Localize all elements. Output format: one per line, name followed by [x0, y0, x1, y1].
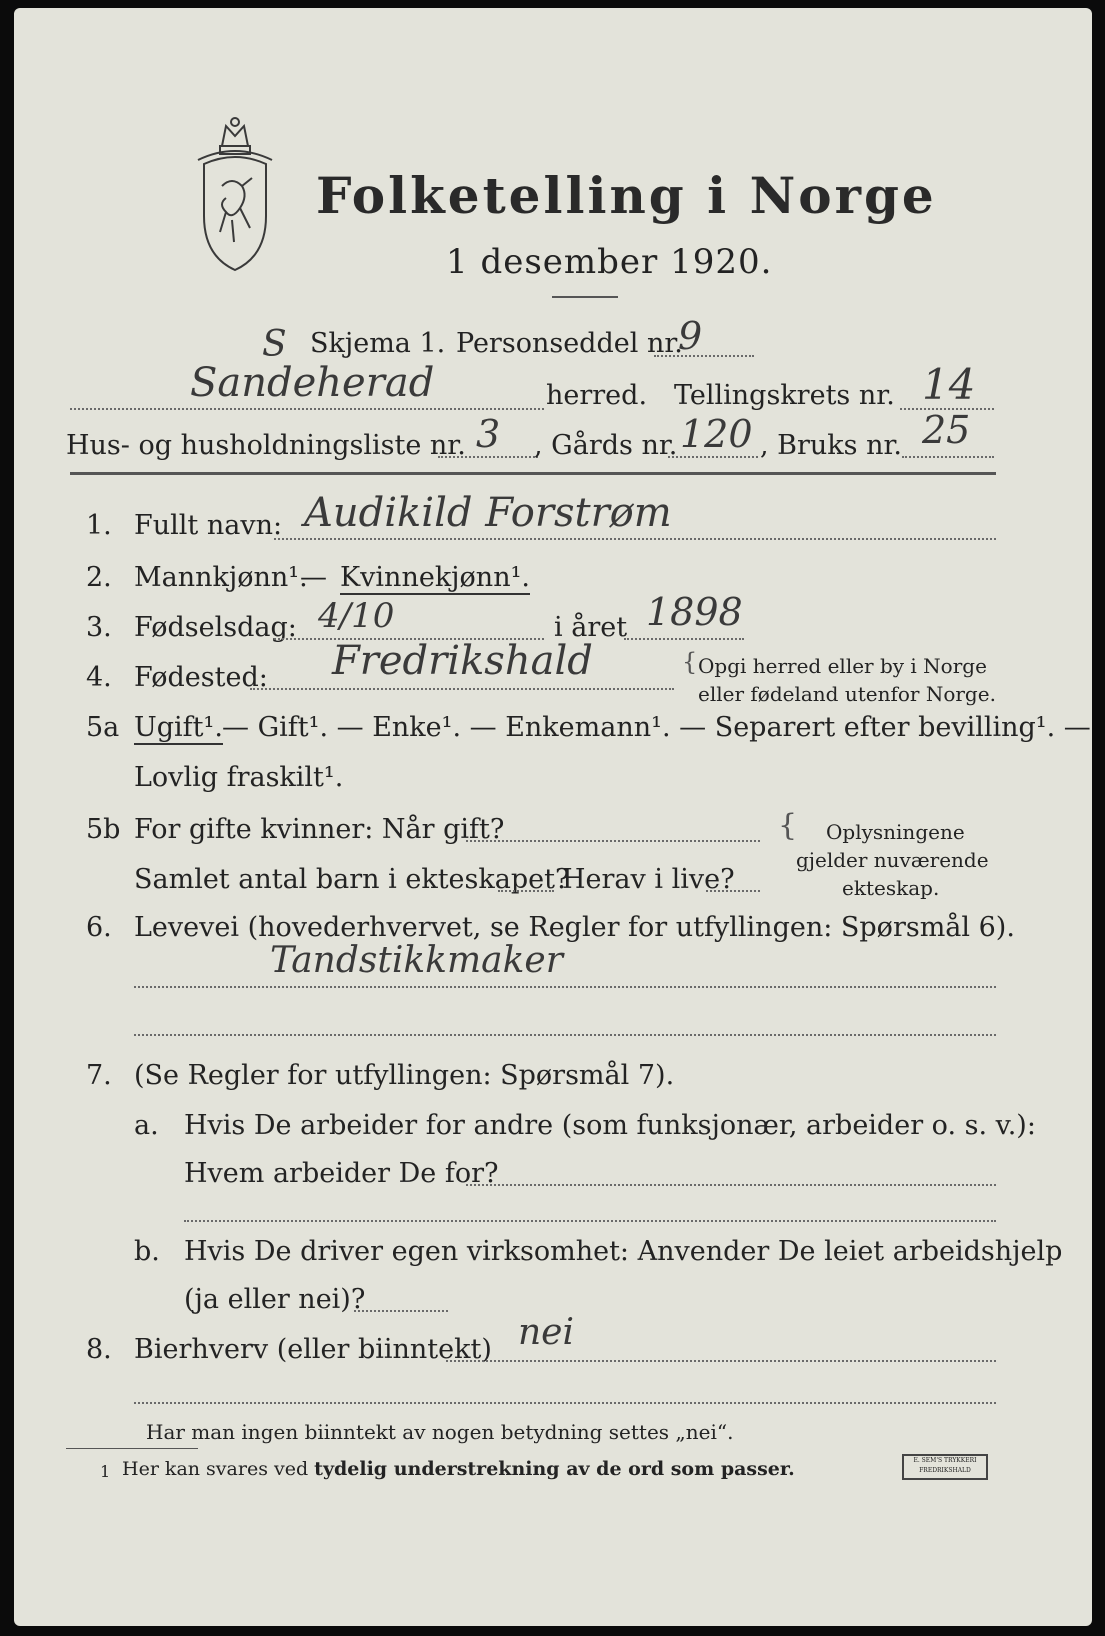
- q7b-text: Hvis De driver egen virksomhet: Anvender De leiet arbeidshjelp: [184, 1236, 1063, 1267]
- herred-value: Sandeherad: [190, 360, 435, 406]
- header-rule: [70, 472, 996, 475]
- q8-value: nei: [518, 1312, 575, 1353]
- title-divider: [552, 296, 618, 298]
- q1-number: 1.: [86, 510, 112, 541]
- footnote-bold: tydelig understrekning av de ord som passer.: [314, 1458, 795, 1480]
- q4-brace: {: [682, 648, 698, 676]
- q7a-sub: Hvem arbeider De for?: [184, 1158, 499, 1189]
- bruks-value: 25: [922, 408, 971, 452]
- hand-mark: S: [262, 324, 287, 365]
- q7a-text: Hvis De arbeider for andre (som funksjonær, arbeider o. s. v.):: [184, 1110, 1036, 1141]
- bruks-label: , Bruks nr.: [760, 430, 903, 461]
- q5b-married-label: For gifte kvinner: Når gift?: [134, 814, 505, 845]
- husliste-label: Hus- og husholdningsliste nr.: [66, 430, 466, 461]
- q4-number: 4.: [86, 662, 112, 693]
- q5b-alive-label: Herav i live?: [562, 864, 735, 895]
- gards-value: 120: [680, 412, 753, 456]
- census-form: [14, 8, 1092, 1626]
- q4-label: Fødested:: [134, 662, 268, 693]
- q5a-ugift-option: Ugift¹.: [134, 712, 223, 743]
- q5b-note-line3: ekteskap.: [842, 876, 940, 900]
- husliste-value: 3: [476, 412, 501, 456]
- q1-name-value: Audikild Forstrøm: [304, 490, 672, 536]
- q5b-brace: {: [778, 808, 798, 843]
- q3-year-label: i året: [554, 612, 628, 643]
- printer-stamp: E. SEM'S TRYKKERI FREDRIKSHALD: [902, 1454, 988, 1480]
- footnote-rule: [66, 1448, 198, 1449]
- q7b-letter: b.: [134, 1236, 160, 1267]
- q8-number: 8.: [86, 1334, 112, 1365]
- q8-label: Bierhverv (eller biinntekt): [134, 1334, 492, 1365]
- q2-female-option: Kvinnekjønn¹.: [340, 562, 530, 593]
- gards-label: , Gårds nr.: [534, 430, 678, 461]
- tellingskrets-label: Tellingskrets nr.: [674, 380, 895, 411]
- q7a-letter: a.: [134, 1110, 159, 1141]
- q2-male-option: Mannkjønn¹.: [134, 562, 308, 593]
- q5b-note-line1: Oplysningene: [826, 820, 965, 844]
- q6-label: Levevei (hovederhvervet, se Regler for utfyllingen: Spørsmål 6).: [134, 912, 1015, 943]
- form-title: Folketelling i Norge: [316, 166, 937, 225]
- q7-label: (Se Regler for utfyllingen: Spørsmål 7).: [134, 1060, 675, 1091]
- q1-label: Fullt navn:: [134, 510, 283, 541]
- personseddel-label: Personseddel nr.: [456, 328, 683, 359]
- q4-note-line1: Opgi herred eller by i Norge: [698, 654, 987, 678]
- q7b-sub: (ja eller nei)?: [184, 1284, 366, 1315]
- q2-dash: —: [300, 562, 327, 593]
- census-date: 1 desember 1920.: [446, 242, 773, 282]
- q4-birthplace-value: Fredrikshald: [332, 638, 593, 684]
- q5b-children-label: Samlet antal barn i ekteskapet?: [134, 864, 570, 895]
- q5b-note-line2: gjelder nuværende: [796, 848, 989, 872]
- footnote-prefix: Her kan svares ved: [122, 1458, 309, 1480]
- q6-occupation-value: Tandstikkmaker: [270, 940, 563, 981]
- q5a-other-options: — Gift¹. — Enke¹. — Enkemann¹. — Separert efter bevilling¹. —: [222, 712, 1091, 743]
- q2-number: 2.: [86, 562, 112, 593]
- tellingskrets-value: 14: [922, 360, 976, 409]
- q3-number: 3.: [86, 612, 112, 643]
- skjema-label: Skjema 1.: [310, 328, 446, 359]
- q5b-number: 5b: [86, 814, 121, 845]
- personseddel-value: 9: [678, 314, 703, 358]
- q3-year-value: 1898: [646, 590, 743, 634]
- q5a-line2: Lovlig fraskilt¹.: [134, 762, 344, 793]
- q5a-number: 5a: [86, 712, 120, 743]
- q4-note-line2: eller fødeland utenfor Norge.: [698, 682, 996, 706]
- footnote-number: 1: [100, 1462, 111, 1481]
- q3-label: Fødselsdag:: [134, 612, 297, 643]
- herred-label: herred.: [546, 380, 648, 411]
- coat-of-arms-icon: [192, 116, 278, 274]
- q7-number: 7.: [86, 1060, 112, 1091]
- footnote-text: [122, 1458, 795, 1480]
- q6-number: 6.: [86, 912, 112, 943]
- q3-day-value: 4/10: [318, 596, 395, 636]
- footer-note: Har man ingen biinntekt av nogen betydning settes „nei“.: [146, 1420, 734, 1444]
